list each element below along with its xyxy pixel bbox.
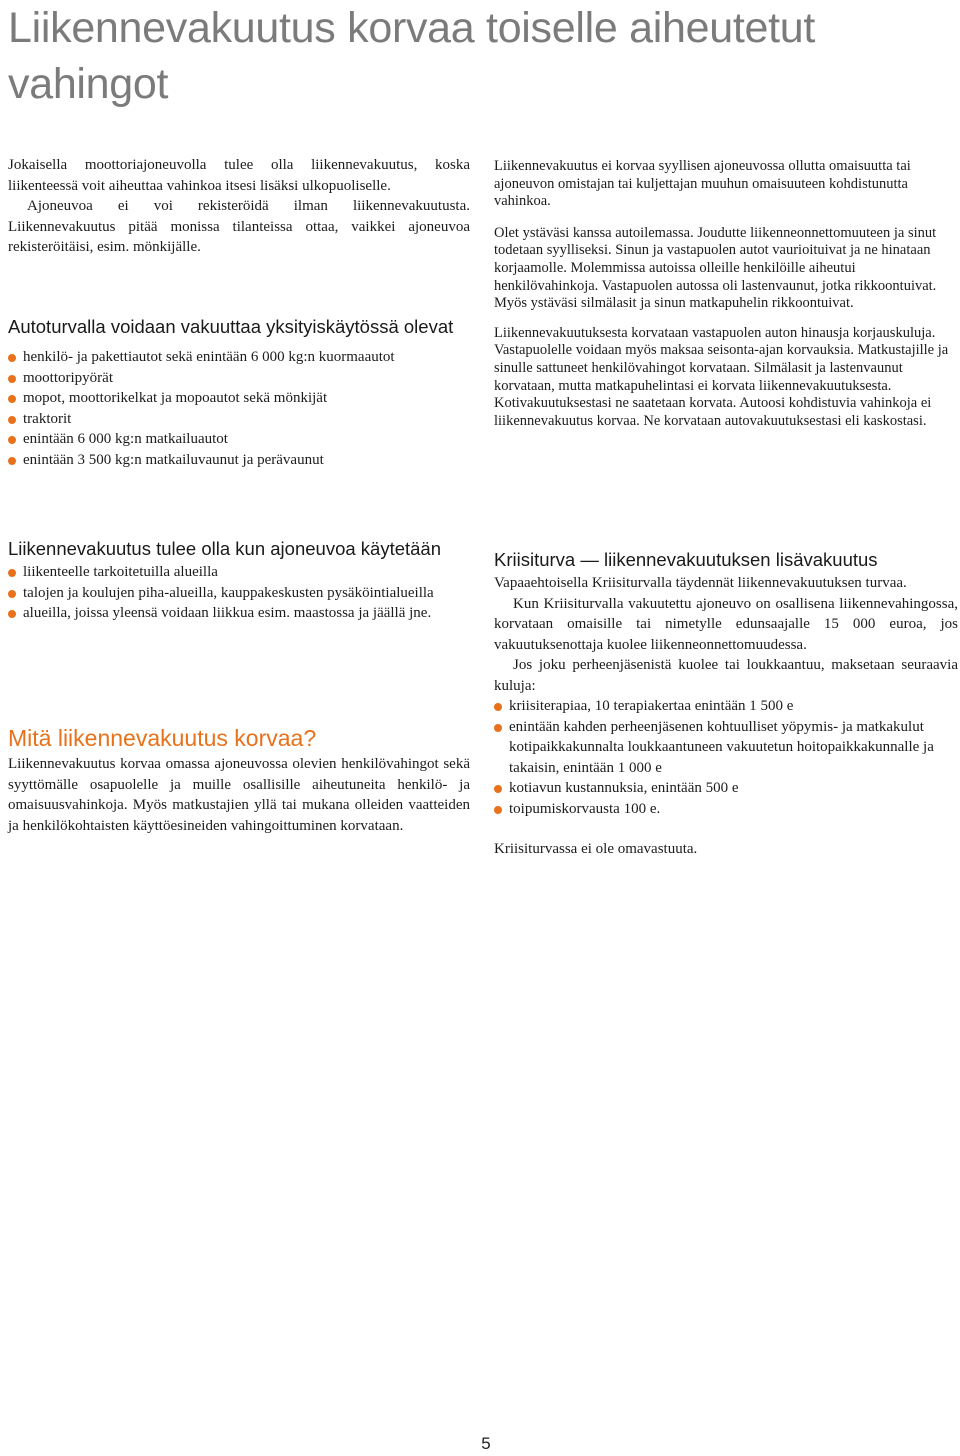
bullet-icon <box>8 416 16 424</box>
page-number: 5 <box>481 1434 491 1453</box>
autoturva-section <box>8 315 470 470</box>
list-item: talojen ja koulujen piha-alueilla, kauppakeskusten pysäköintialueilla <box>8 583 470 604</box>
list-item: alueilla, joissa yleensä voidaan liikkua esim. maastossa ja jäällä jne. <box>8 603 470 624</box>
bullet-icon <box>8 590 16 598</box>
kaytetaan-section <box>8 537 470 624</box>
korvaa-section <box>8 724 470 836</box>
autoturva-list <box>8 347 470 470</box>
list-item: henkilö- ja pakettiautot sekä enintään 6 000 kg:n kuormaautot <box>8 347 470 368</box>
bullet-icon <box>8 457 16 465</box>
list-item: moottoripyörät <box>8 368 470 389</box>
korvaa-heading: Mitä liikennevakuutus korvaa? <box>8 725 317 751</box>
kriisiturva-paragraph-2: Kun Kriisiturvalla vakuutettu ajoneuvo on osallisena liikennevahingossa, korvataan omaisille tai nimetylle edunsaajalle 15 000 euroa, jos vakuutuksenottaja kuolee liikenneonnettomuudessa. <box>494 595 958 653</box>
list-item: enintään 3 500 kg:n matkailuvaunut ja perävaunut <box>8 450 470 471</box>
intro-paragraph-2: Ajoneuvoa ei voi rekisteröidä ilman liikennevakuutusta. Liikennevakuutus pitää monissa tilanteissa ottaa, vaikkei ajoneuvoa rekisteröitäisi, esim. mönkijälle. <box>8 198 470 255</box>
kriisiturva-list <box>494 696 958 819</box>
kriisiturva-section <box>494 548 958 860</box>
right-top-section <box>494 158 958 430</box>
bullet-icon <box>8 610 16 618</box>
list-item: liikenteelle tarkoitetuilla alueilla <box>8 562 470 583</box>
bullet-icon <box>494 703 502 711</box>
bullet-icon <box>8 354 16 362</box>
compensation-paragraph: Liikennevakuutuksesta korvataan vastapuolen auton hinausja korjauskuluja. Vastapuolelle voidaan myös maksaa seisonta-ajan korvauksia. Matkustajille ja sinulle sattuneet henkilövahingot korvataan. Silmälasit ja lastenvaunut korvataan, mutta matkapuhelintasi ei korvata liikennevakuutuksesta. Kotivakuutuksestasi ne saatetaan korvata. Autoosi kohdistuvia vahinkoja ei liikennevakuutus korvaa. Ne korvataan autovakuutuksestasi eli kaskostasi. <box>494 324 949 429</box>
bullet-icon <box>8 375 16 383</box>
kaytetaan-heading: Liikennevakuutus tulee olla kun ajoneuvoa käytetään <box>8 538 442 559</box>
list-item: enintään 6 000 kg:n matkailuautot <box>8 429 470 450</box>
list-item: enintään kahden perheenjäsenen kohtuulliset yöpymis- ja matkakulut kotipaikkakunnalta loukkaantuneen vakuutetun hoitopaikkakunnalle ja takaisin, enintään 1 000 e <box>494 717 958 779</box>
kaytetaan-list <box>8 562 470 624</box>
list-item: toipumiskorvausta 100 e. <box>494 799 958 820</box>
bullet-icon <box>494 785 502 793</box>
bullet-icon <box>494 806 502 814</box>
intro-paragraph-1: Jokaisella moottoriajoneuvolla tulee olla liikennevakuutus, koska liikenteessä voit aiheuttaa vahinkoa itsesi lisäksi ulkopuoliselle. <box>8 157 470 194</box>
autoturva-heading: Autoturvalla voidaan vakuuttaa yksityiskäytössä olevat <box>8 316 454 337</box>
exclusion-paragraph: Liikennevakuutus ei korvaa syyllisen ajoneuvossa ollutta omaisuutta tai ajoneuvon omistajan tai kuljettajan muuhun omaisuuteen kohdistunutta vahinkoa. <box>494 158 911 210</box>
example-paragraph: Olet ystäväsi kanssa autoilemassa. Jouduttе liikenneonnettomuuteen ja sinut todetaan syylliseksi. Sinun ja vastapuolen autot vaurioituivat ja ne hinataan korjaamolle. Molemmissa autoissa olleille henkilöille aiheutui henkilövahinkoja. Vastapuolen autossa oli lastenvaunut, jotka rikkoontuivat. Myös ystäväsi silmälasit ja sinun matkapuhelin rikkoontuivat. <box>494 224 937 312</box>
bullet-icon <box>8 395 16 403</box>
list-item: mopot, moottorikelkat ja mopoautot sekä mönkijät <box>8 388 470 409</box>
kriisiturva-footer: Kriisiturvassa ei ole omavastuuta. <box>494 841 698 857</box>
intro-section <box>8 155 470 258</box>
bullet-icon <box>494 724 502 732</box>
bullet-icon <box>8 436 16 444</box>
korvaa-paragraph: Liikennevakuutus korvaa omassa ajoneuvossa olevien henkilövahingot sekä syyttömälle osapuolelle ja muille osallisille aiheutuneita henkilö- ja omaisuusvahinkoja. Myös matkustajien yllä tai mukana olleiden vaatteiden ja henkilökohtaisten käyttöesineiden vahingoittuminen korvataan. <box>8 756 470 834</box>
bullet-icon <box>8 569 16 577</box>
kriisiturva-paragraph-1: Vapaaehtoisella Kriisiturvalla täydennät liikennevakuutuksen turvaa. <box>494 575 907 591</box>
page-title: Liikennevakuutus korvaa toiselle aiheutetut vahingot <box>8 4 816 108</box>
list-item: kriisiterapiaa, 10 terapiakertaa enintään 1 500 e <box>494 696 958 717</box>
list-item: kotiavun kustannuksia, enintään 500 e <box>494 778 958 799</box>
kriisiturva-paragraph-3: Jos joku perheenjäsenistä kuolee tai loukkaantuu, maksetaan seuraavia kuluja: <box>494 657 958 694</box>
list-item: traktorit <box>8 409 470 430</box>
kriisiturva-heading: Kriisiturva — liikennevakuutuksen lisävakuutus <box>494 549 878 570</box>
